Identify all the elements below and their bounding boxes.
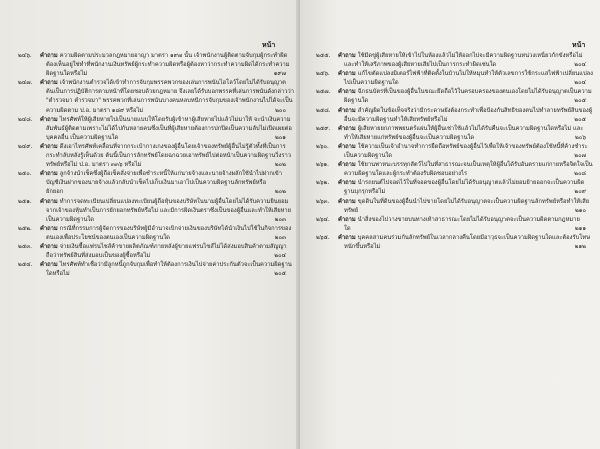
- toc-entry: [18, 79, 294, 115]
- entry-number: ๒๕๖.: [316, 71, 330, 78]
- entry-page-ref: ๒๐๓: [274, 216, 286, 223]
- entry-label: คำถาม: [338, 234, 356, 241]
- entry-label: คำถาม: [338, 71, 356, 78]
- entry-question-text: ขุดดินในที่ดินของผู้อื่นนำไปขายโดยไม่ได้รับอนุญาตจะเป็นความผิดฐานลักทรัพย์หรือทำให้เสียทรัพย์: [344, 198, 590, 214]
- page-column-header: หน้า: [262, 41, 276, 49]
- entry-number: ๒๔๘.: [18, 116, 33, 123]
- entry-page-ref: ๒๐๐: [275, 107, 286, 114]
- page-column-header: หน้า: [572, 41, 586, 49]
- toc-entry: [18, 116, 294, 143]
- entry-label: คำถาม: [338, 162, 356, 169]
- entry-label: คำถาม: [40, 198, 58, 205]
- entry-number: ๒๕๔.: [18, 262, 33, 269]
- entry-page-ref: ๒๐๗: [574, 153, 586, 160]
- entry-label: คำถาม: [338, 180, 356, 187]
- toc-entries-right: [316, 52, 594, 252]
- entry-question-text: ไทรศัพท์ทำเชื่อว่ามีลูกหนี้ถูกจับกุมเพื่อทำให้ต้องการเงินไปจ่ายค่าประกันตัวจะเป็นความผิดฐานใดหรือไม่: [46, 262, 292, 278]
- entry-number: ๒๕๒.: [18, 225, 32, 232]
- entry-question-text: นำสิ่งของไปวางขายบนทางเท้าสาธารณะโดยไม่ได้รับอนุญาตจะเป็นความผิดตามกฎหมายใด: [344, 216, 580, 232]
- toc-entry: [316, 143, 594, 161]
- entry-number: ๒๕๓.: [18, 243, 33, 250]
- entry-question-text: ใช้ความเป็นเจ้าอำนาจทำการยืดถือทรัพย์ของผู้อื่นไว้เพื่อให้เจ้าของทรัพย์ต้องใช้หนี้ที่ค้างชำระเป็นความผิดฐานใด: [344, 143, 588, 160]
- entry-page-ref: ๒๐๑: [274, 134, 286, 141]
- entry-page-ref: ๒๑๑: [574, 225, 586, 232]
- entry-label: คำถาม: [40, 143, 58, 150]
- entry-number: ๒๕๗.: [316, 89, 331, 96]
- entry-page-ref: ๑๙๗: [273, 71, 286, 78]
- entry-page-ref: ๒๐๔: [574, 80, 586, 87]
- entry-page-ref: ๒๐๓: [274, 234, 286, 241]
- entry-number: ๒๖๕.: [316, 234, 330, 241]
- entry-question-text: ผู้เสียหายยกภาพพยนตร์แผ่นให้ผู้อื่นเช่าใช้แล้วไม่ได้รับคืนจะเป็นความผิดฐานใดหรือไม่ และทำให้เสียหายแก่ทรัพย์ของผู้อื่นจะเป็นความผิดฐานใด: [344, 125, 584, 141]
- toc-entries-left: [18, 52, 294, 279]
- toc-entry: [316, 234, 594, 252]
- entry-question-text: ใช้ยานพาหนะบรรทุกสัตว์ไปในที่สาธารณะจนเป็นเหตุให้ผู้อื่นได้รับอันตรายแก่กายหรือจิตใจเป็นความผิดฐานใดและผู้กระทำต้องรับผิดชอบอย่างไร: [344, 162, 593, 178]
- entry-number: ๒๔๗.: [18, 80, 33, 87]
- entry-number: ๒๔๖.: [18, 53, 32, 59]
- entry-label: คำถาม: [40, 53, 58, 59]
- entry-page-ref: ๒๐๙: [574, 189, 586, 196]
- entry-label: คำถาม: [338, 89, 356, 96]
- entry-page-ref: ๒๑๐: [574, 207, 586, 214]
- toc-entry: [18, 143, 294, 170]
- toc-entry: [316, 70, 594, 88]
- entry-number: ๒๔๙.: [18, 143, 33, 150]
- entry-number: ๒๖๔.: [316, 216, 330, 223]
- entry-question-text: ไทรศัพท์ให้ผู้เสียหายไปเป็นนายแบบให้โดยรับผู้เข้าหาผู้เสียหายไปแล้วไม่มาให้ จะนำเงินความสัมพันธ์ผู้ติดตามเพราะไม่ได้ไปกันหลายคนซึ่งเป็นที่ผู้เสียหายต้องการปกปิดเป็นความลับไม่เปิดเผยต่อบุคคลอื่น เป็นความผิดฐานใด: [46, 116, 292, 141]
- entry-label: คำถาม: [338, 198, 356, 205]
- entry-page-ref: ๒๐๘: [574, 171, 586, 178]
- entry-number: ๒๕๙.: [316, 125, 331, 132]
- toc-entry: [18, 52, 294, 79]
- entry-page-ref: ๒๐๕: [274, 271, 286, 278]
- entry-page-ref: ๒๐๔: [574, 62, 586, 69]
- toc-entry: [18, 198, 294, 225]
- entry-page-ref: ๒๐๖: [574, 134, 586, 141]
- entry-page-ref: ๒๐๕: [574, 98, 586, 105]
- toc-entry: [316, 179, 594, 197]
- entry-question-text: ลูกจ้างนำเช็คซึ่งผู้ถือเช็คสั่งจ่ายเพื่อชำระหนี้ให้แก่นายจ้างและนายจ้างผลักใช้นำไปฝากเข้าบัญชีเงินฝากของนายจ้างแล้วกลับนำเช็คไปเก็บเงินมาเอาไปเป็นความผิดฐานลักทรัพย์หรือยักยอก: [46, 171, 283, 196]
- entry-label: คำถาม: [40, 243, 58, 250]
- entry-question-text: กรณีที่กรรมการผู้จัดการของบริษัทผู้มีอำนาจเบิกจ่ายเงินของบริษัทได้นำเงินไปใช้ในกิจการของตนเองเพื่อประโยชน์ของตนเองเป็นความผิดฐานใด: [46, 225, 292, 241]
- entry-question-text: ดึงเอาไทรศัพท์เคลื่อนที่จากกระเป๋ากางเกงของผู้อื่นโดยเจ้าของทรัพย์ผู้อื่นไม่รู้ตัวทั้งที่เป็นการกระทำลับหลังรู้เห็นด้วย ต้นนี้เป็นการลักทรัพย์โดยฉกฉวยเอาทรัพย์ไปต่อหน้าเป็นความผิดฐานวิ่งราวทรัพย์หรือไม่ ป.อ. มาตรา ๓๓๖ หรือไม่: [46, 143, 291, 169]
- entry-number: ๒๕๘.: [316, 107, 331, 114]
- entry-number: ๒๖๓.: [316, 198, 330, 205]
- entry-question-text: ทำการจดทะเบียนเปลี่ยนแปลงทะเบียนผู้ถือหุ้นของบริษัทในนามผู้อื่นโดยไม่ได้รับความยินยอมจากเจ้าของหุ้นทำเป็นการยักยอกทรัพย์หรือไม่ และมีการผิดเงินตราซึ่งเป็นของผู้อื่นและทำให้เสียหายเป็นความผิดฐานใด: [46, 198, 292, 223]
- entry-label: คำถาม: [338, 107, 356, 114]
- entry-page-ref: ๒๐๒: [274, 189, 286, 196]
- entry-page-ref: ๒๐๒: [274, 162, 286, 169]
- toc-entry: [316, 198, 594, 216]
- entry-label: คำถาม: [338, 125, 356, 132]
- entry-question-text: ความผิดตามประมวลกฎหมายอาญา มาตรา ๑๙๗ นั้น เจ้าพนักงานผู้ติดตามจับกุมผู้กระทำผิดต้องเห็นอยู่ใช่ทำที่พนักงานเงินทรัพย์ผู้กระทำความผิดหรือผู้ต้องหาว่ากระทำความผิดได้กระทำความผิดฐานใดหรือไม่: [46, 53, 290, 78]
- entry-label: คำถาม: [338, 216, 356, 223]
- toc-entry: [18, 243, 294, 261]
- entry-question-text: บุคคลสามคนร่วมกันลักทรัพย์ในเวลากลางคืนโดยมีอาวุธจะเป็นความผิดฐานใดและต้องรับโทษหนักขึ้นหรือไม่: [344, 234, 591, 250]
- entry-label: คำถาม: [40, 262, 58, 269]
- entry-question-text: จ่ายเงินซื้อแฟรนไชส์ค้าขายผลิตภัณฑ์ภายหลังผู้ขายแฟรนไชส์ไม่ได้ส่งมอบสินค้าตามสัญญาถือว่าทรัพย์สินที่ส่งมอบเป็นของผู้ซื้อหรือไม่: [46, 243, 287, 260]
- entry-label: คำถาม: [338, 143, 356, 150]
- entry-label: คำถาม: [40, 171, 58, 178]
- entry-question-text: เจ้าพนักงานตำรวจได้เข้าทำการจับกุมพรรคพวกของเล่นการพนันไฮโลว์โดยไม่ได้รับอนุญาต ต้นเป็นการปฏิบัติการตามหน้าที่โดยชอบด้วยกฎหมาย จึงเลยได้รับบอกพรรคที่เล่นการพนันดังกล่าวว่า "ตำรวจมา ตำรวจมา" พรรคพวกที่เล่นการพนันบางคนหลบหนีการจับกุมของเจ้าพนักงานไปได้จะเป็นความผิดตาม ป.อ. มาตรา ๑๘๙ หรือไม่: [46, 80, 294, 114]
- toc-entry: [316, 161, 594, 179]
- entry-page-ref: ๒๐๔: [274, 253, 286, 260]
- toc-entry: [316, 52, 594, 70]
- toc-entry: [316, 88, 594, 106]
- entry-label: คำถาม: [338, 53, 356, 59]
- entry-number: ๒๕๑.: [18, 198, 32, 205]
- entry-number: ๒๕๐.: [18, 171, 32, 178]
- entry-number: ๒๖๐.: [316, 143, 329, 150]
- entry-label: คำถาม: [40, 116, 58, 123]
- right-page: [300, 0, 600, 449]
- entry-question-text: แก้ไขตัดแปลงมิเตอร์ไฟฟ้าที่ติดตั้งในบ้านไม่ให้หมุนทำให้ตัวเลขการใช้กระแสไฟฟ้าเปลี่ยนแปลงไปเป็นความผิดฐานใด: [344, 71, 594, 87]
- entry-question-text: นำรถยนต์ไปจอดไว้ในที่จอดของผู้อื่นโดยไม่ได้รับอนุญาตแล้วไม่ยอมย้ายออกจะเป็นความผิดฐานบุกรุกหรือไม่: [344, 180, 585, 196]
- toc-entry: [18, 225, 294, 243]
- entry-number: ๒๖๒.: [316, 180, 330, 187]
- toc-entry: [18, 170, 294, 197]
- entry-question-text: สำคัญผิดในข้อเท็จจริงว่ามีกระดาษยังต้องกระทำเพื่อป้องกันสิทธิของตนไปทำลายทรัพย์สินของผู้อื่นจะมีความผิดฐานทำให้เสียทรัพย์หรือไม่: [344, 107, 593, 123]
- entry-label: คำถาม: [40, 225, 58, 232]
- entry-number: ๒๕๕.: [316, 53, 331, 59]
- toc-entry: [316, 216, 594, 234]
- toc-entry: [316, 125, 594, 143]
- entry-label: คำถาม: [40, 80, 58, 87]
- entry-number: ๒๖๑.: [316, 162, 330, 169]
- entry-question-text: ฉีกธนบัตรที่เป็นของผู้อื่นในขณะยึดถือไว้ในครอบครองของตนเองโดยไม่ได้รับอนุญาตเป็นความผิดฐานใด: [344, 89, 592, 105]
- entry-page-ref: ๒๐๕: [574, 116, 586, 123]
- toc-entry: [316, 107, 594, 125]
- entry-page-ref: ๒๑๒: [574, 243, 586, 250]
- entry-question-text: ใช้มีดขู่ผู้เสียหายให้เข้าไปในห้องแล้วไม่ให้ออกไปจะมีความผิดฐานหน่วงเหนี่ยวกักขังหรือไม่ และทำให้เสรีภาพของผู้เสียหายเสียไปเป็นการกระทำผิดเช่นใด: [344, 53, 583, 69]
- toc-entry: [18, 261, 294, 279]
